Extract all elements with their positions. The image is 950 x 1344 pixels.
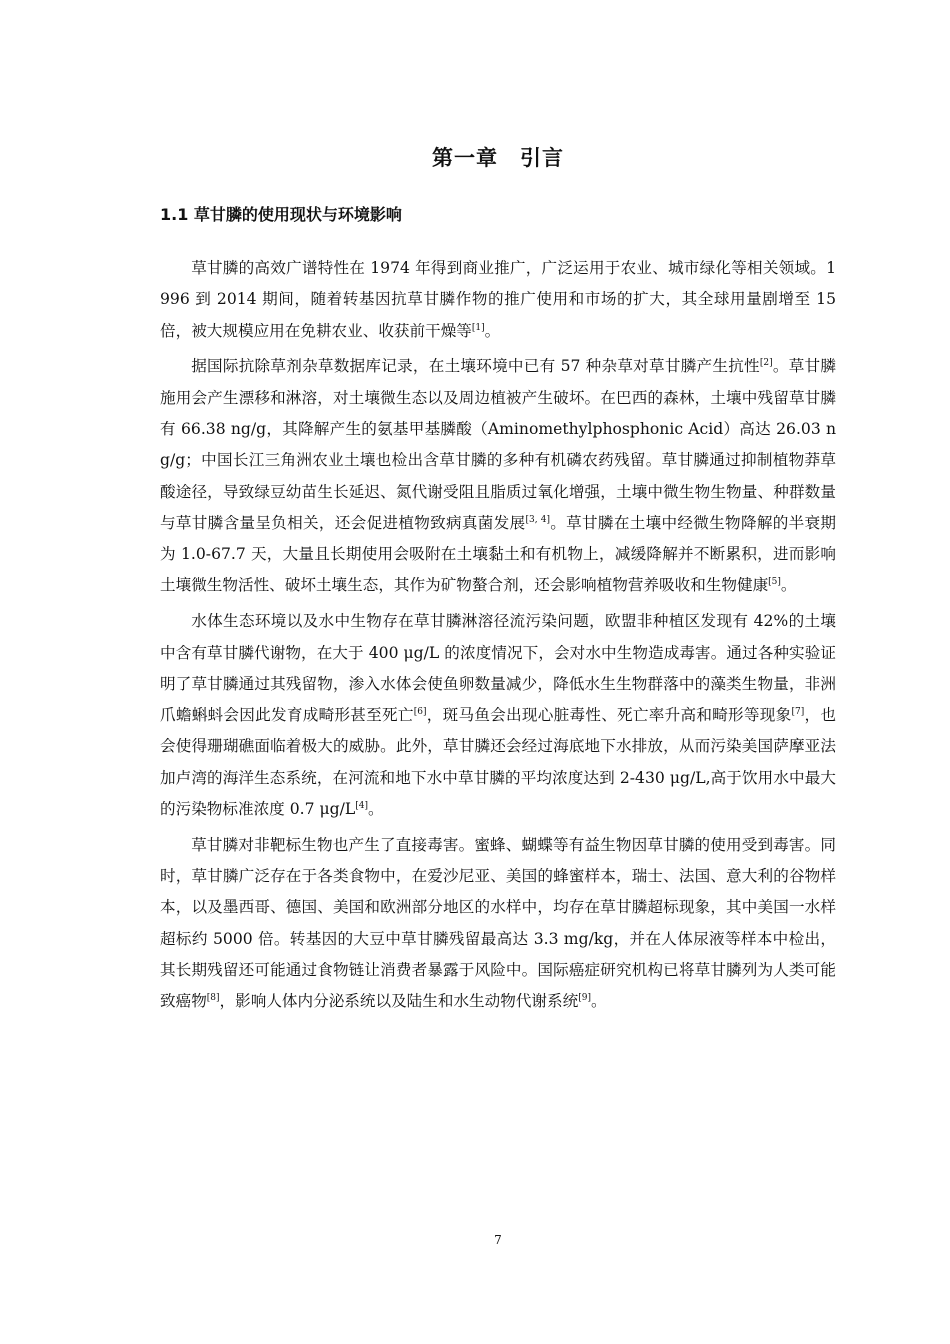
section-heading: 1.1 草甘膦的使用现状与环境影响 (160, 205, 402, 224)
paragraph-text: 。 (367, 800, 384, 819)
citation: [7] (791, 707, 805, 718)
paragraph-text: ，也会使得珊瑚礁面临着极大的威胁。此外，草甘膦还会经过海底地下水排放，从而污染美国萨摩亚法加卢湾的海洋生态系统，在河流和地下水中草甘膦的平均浓度达到 2-430 μg/L,高于饮用水中最大的污染物标准浓度 0.7 μg/L (160, 706, 836, 819)
paragraph-3 (160, 606, 836, 825)
citation: [2] (759, 358, 773, 369)
citation: [4] (355, 801, 368, 812)
citation: [5] (768, 577, 781, 588)
paragraph-2 (160, 351, 836, 601)
chapter-title: 第一章 引言 (432, 146, 564, 170)
paragraph-text: 水体生态环境以及水中生物存在草甘膦淋溶径流污染问题，欧盟非种植区发现有 42%的土壤中含有草甘膦代谢物，在大于 400 μg/L 的浓度情况下，会对水中生物造成毒害。通过各种实验证明了草甘膦通过其残留物，渗入水体会使鱼卵数量减少，降低水生生物群落中的藻类生物量，非洲爪蟾蝌蚪会因此发育成畸形甚至死亡 (160, 612, 836, 725)
body-text (160, 253, 836, 1022)
citation: [3, 4] (525, 514, 550, 525)
paragraph-text: 。 (484, 321, 501, 340)
paragraph-text: ，影响人体内分泌系统以及陆生和水生动物代谢系统 (219, 992, 579, 1011)
paragraph-1 (160, 253, 836, 347)
citation: [6] (413, 707, 427, 718)
paragraph-text: 。 (780, 576, 797, 595)
paragraph-text: 。草甘膦施用会产生漂移和淋溶，对土壤微生态以及周边植被产生破坏。在巴西的森林，土壤中残留草甘膦有 66.38 ng/g，其降解产生的氨基甲基膦酸（Aminomethylphosphonic Acid）高达 26.03 ng/g；中国长江三角洲农业土壤也检出含草甘膦的多种有机磷农药残留。草甘膦通过抑制植物莽草酸途径，导致绿豆幼苗生长延迟、氮代谢受阻且脂质过氧化增强，土壤中微生物生物量、种群数量与草甘膦含量呈负相关，还会促进植物致病真菌发展 (160, 357, 836, 532)
paragraph-text: 草甘膦的高效广谱特性在 1974 年得到商业推广，广泛运用于农业、城市绿化等相关领域。1996 到 2014 期间，随着转基因抗草甘膦作物的推广使用和市场的扩大，其全球用量剧增至 15 倍，被大规模应用在免耕农业、收获前干燥等 (160, 259, 836, 340)
paragraph-text: 据国际抗除草剂杂草数据库记录，在土壤环境中已有 57 种杂草对草甘膦产生抗性 (191, 357, 760, 376)
citation: [1] (471, 322, 485, 333)
paragraph-text: 。草甘膦在土壤中经微生物降解的半衰期为 1.0-67.7 天，大量且长期使用会吸附在土壤黏土和有机物上，减缓降解并不断累积，进而影响土壤微生物活性、破坏土壤生态，其作为矿物螯合剂，还会影响植物营养吸收和生物健康 (160, 513, 836, 595)
citation: [9] (578, 993, 591, 1004)
paragraph-text: 草甘膦对非靶标生物也产生了直接毒害。蜜蜂、蝴蝶等有益生物因草甘膦的使用受到毒害。同时，草甘膦广泛存在于各类食物中，在爱沙尼亚、美国的蜂蜜样本，瑞士、法国、意大利的谷物样本，以及墨西哥、德国、美国和欧洲部分地区的水样中，均存在草甘膦超标现象，其中美国一水样超标约 5000 倍。转基因的大豆中草甘膦残留最高达 3.3 mg/kg，并在人体尿液等样本中检出，其长期残留还可能通过食物链让消费者暴露于风险中。国际癌症研究机构已将草甘膦列为人类可能致癌物 (160, 835, 836, 1011)
paragraph-text: 。 (590, 992, 607, 1011)
page-number: 7 (494, 1233, 502, 1247)
paragraph-4 (160, 830, 836, 1018)
citation: [8] (206, 993, 220, 1004)
document-page (160, 0, 836, 1344)
paragraph-text: ，斑马鱼会出现心脏毒性、死亡率升高和畸形等现象 (426, 706, 792, 725)
